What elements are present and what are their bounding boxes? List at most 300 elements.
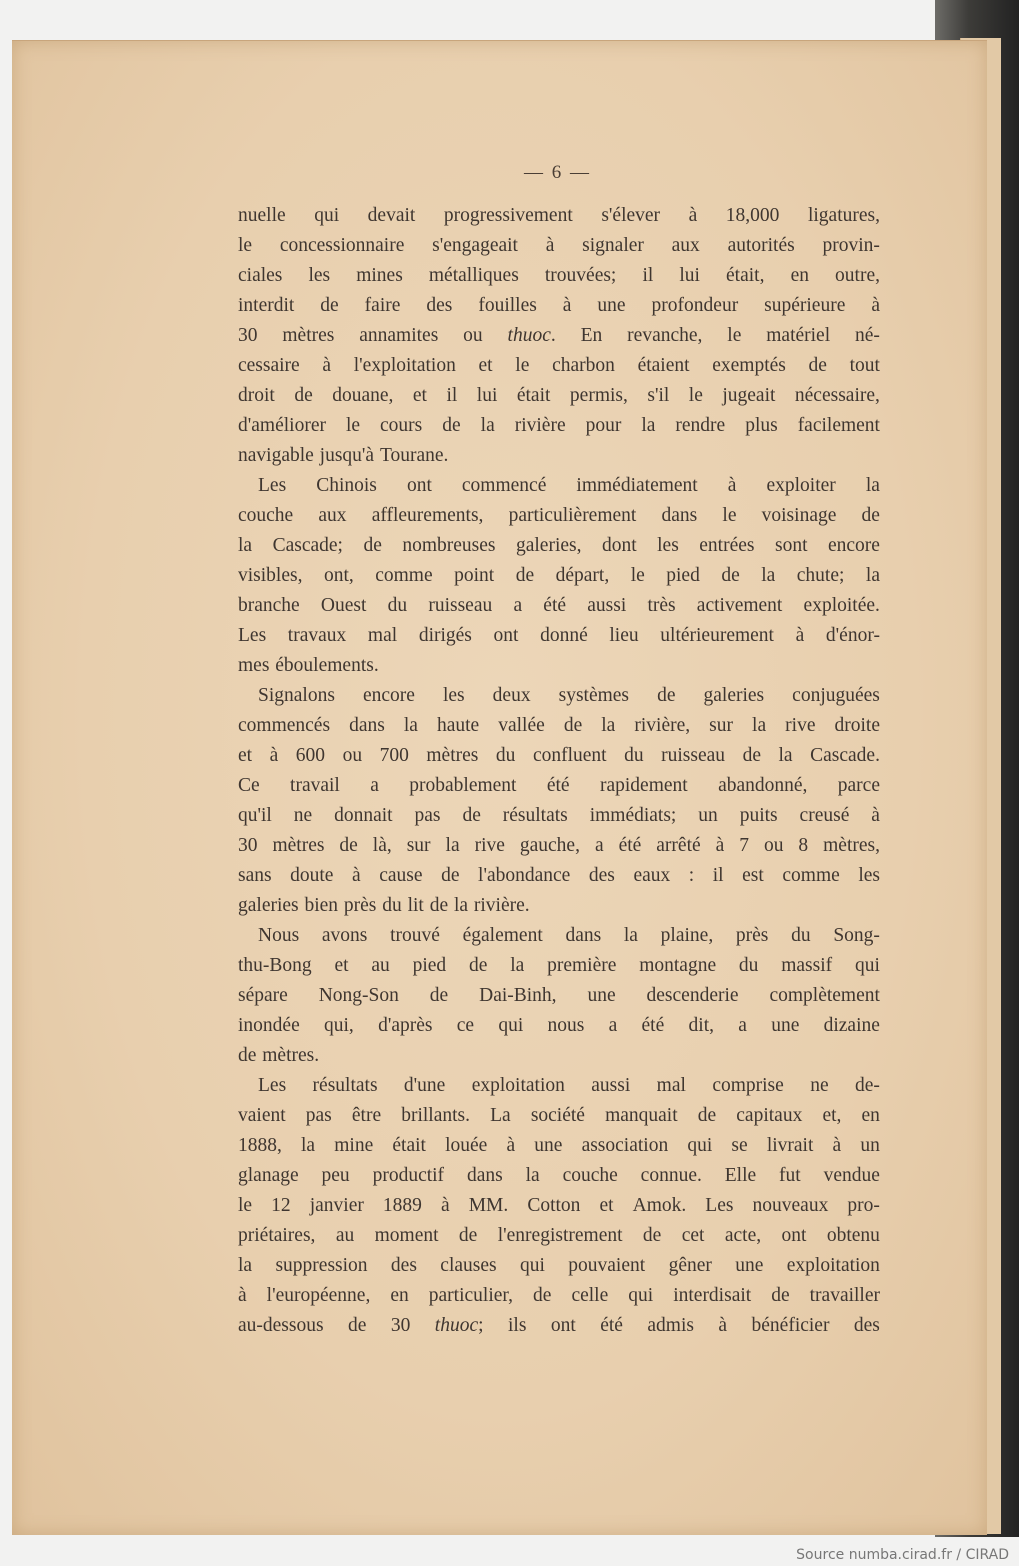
word: inondée bbox=[238, 1015, 300, 1036]
body-text bbox=[238, 201, 880, 1341]
word: rivière bbox=[514, 415, 566, 436]
word: de bbox=[642, 1225, 662, 1246]
word: 18,000 bbox=[725, 205, 780, 226]
word: d'après bbox=[378, 1015, 433, 1036]
word: abandonné, bbox=[718, 775, 808, 796]
word: haute bbox=[436, 715, 480, 736]
word: acte, bbox=[724, 1225, 762, 1246]
word: cessaire bbox=[238, 355, 300, 376]
word: les bbox=[442, 685, 465, 706]
word: la bbox=[453, 895, 469, 916]
text-line bbox=[238, 1311, 880, 1341]
word: cours bbox=[380, 415, 423, 436]
word: affleurements, bbox=[371, 505, 484, 526]
word: ce bbox=[456, 1015, 475, 1036]
word: annamites bbox=[359, 325, 439, 346]
word: de bbox=[861, 505, 880, 526]
word: mes bbox=[238, 655, 270, 676]
word: un bbox=[698, 805, 718, 826]
word: productif bbox=[372, 1165, 445, 1186]
word: systèmes bbox=[558, 685, 630, 706]
word: des bbox=[588, 865, 615, 886]
text-line bbox=[238, 381, 880, 411]
word: Dai-Binh, bbox=[479, 985, 557, 1006]
word: travailler bbox=[809, 1285, 880, 1306]
word: ciales bbox=[238, 265, 283, 286]
word: exploiter bbox=[766, 475, 836, 496]
text-line bbox=[238, 351, 880, 381]
word: le bbox=[238, 1195, 253, 1216]
word: deux bbox=[492, 685, 531, 706]
word: la bbox=[238, 535, 253, 556]
word: il bbox=[642, 265, 654, 286]
word: En bbox=[580, 325, 603, 346]
word: Chinois bbox=[316, 475, 377, 496]
word: de bbox=[808, 355, 827, 376]
word: doute bbox=[290, 865, 334, 886]
word: 7 bbox=[739, 835, 749, 856]
word: progressivement bbox=[443, 205, 573, 226]
text-line bbox=[238, 741, 880, 771]
word: arrêté bbox=[656, 835, 701, 856]
word: brillants. bbox=[401, 1105, 471, 1126]
word: tout bbox=[849, 355, 880, 376]
scanned-page bbox=[12, 40, 987, 1535]
word: de bbox=[294, 385, 313, 406]
text-line bbox=[238, 801, 880, 831]
text-line bbox=[238, 411, 880, 441]
word: de bbox=[721, 565, 740, 586]
text-line bbox=[238, 981, 880, 1011]
word: de bbox=[515, 565, 535, 586]
word: creusé bbox=[799, 805, 850, 826]
word: : bbox=[688, 865, 695, 886]
word: et bbox=[334, 955, 349, 976]
word: en bbox=[790, 265, 809, 286]
word: douane, bbox=[332, 385, 394, 406]
word: dans bbox=[565, 925, 602, 946]
word: de bbox=[533, 1285, 552, 1306]
word: de bbox=[442, 415, 461, 436]
word: qui, bbox=[324, 1015, 354, 1036]
word: les bbox=[308, 265, 331, 286]
word: interdit bbox=[238, 295, 295, 316]
word: Les bbox=[238, 625, 267, 646]
word: au-dessous bbox=[238, 1315, 324, 1336]
text-line bbox=[238, 441, 880, 471]
word: a bbox=[608, 1015, 618, 1036]
word: 12 bbox=[271, 1195, 291, 1216]
word: mètres. bbox=[262, 1045, 320, 1066]
word: de bbox=[363, 535, 382, 556]
text-line bbox=[238, 861, 880, 891]
word: signaler bbox=[582, 235, 644, 256]
word: eaux bbox=[633, 865, 671, 886]
word: thuoc. bbox=[507, 325, 556, 346]
word: autorités bbox=[727, 235, 795, 256]
word: il bbox=[712, 865, 724, 886]
word: massif bbox=[781, 955, 833, 976]
word: association bbox=[581, 1135, 669, 1156]
word: de bbox=[462, 805, 481, 826]
text-line bbox=[238, 891, 880, 921]
word: descenderie bbox=[646, 985, 739, 1006]
word: la bbox=[510, 955, 525, 976]
word: dont bbox=[601, 535, 637, 556]
word: à bbox=[352, 865, 361, 886]
text-line bbox=[238, 1221, 880, 1251]
word: interdisait bbox=[673, 1285, 752, 1306]
word: confluent bbox=[532, 745, 607, 766]
text-line bbox=[238, 1011, 880, 1041]
word: était, bbox=[726, 265, 765, 286]
word: Ouest bbox=[320, 595, 367, 616]
word: provin- bbox=[822, 235, 880, 256]
word: outre, bbox=[835, 265, 880, 286]
word: branche bbox=[238, 595, 300, 616]
word: ultérieurement bbox=[660, 625, 774, 646]
word: ils bbox=[507, 1315, 527, 1336]
word: plaine, bbox=[660, 925, 714, 946]
word: la bbox=[238, 1255, 253, 1276]
word: matériel bbox=[766, 325, 831, 346]
word: Cascade; bbox=[272, 535, 343, 556]
word: ont bbox=[781, 1225, 807, 1246]
word: priétaires, bbox=[238, 1225, 316, 1246]
text-line bbox=[238, 951, 880, 981]
word: avons bbox=[321, 925, 368, 946]
word: à bbox=[440, 1195, 450, 1216]
word: 30 bbox=[238, 325, 258, 346]
text-line bbox=[238, 771, 880, 801]
word: MM. bbox=[468, 1195, 509, 1216]
text-line bbox=[238, 1101, 880, 1131]
word: livrait bbox=[766, 1135, 814, 1156]
source-credit: Source numba.cirad.fr / CIRAD bbox=[796, 1547, 1009, 1563]
word: étaient bbox=[637, 355, 690, 376]
word: probablement bbox=[409, 775, 517, 796]
word: sur bbox=[406, 835, 431, 856]
word: comme bbox=[375, 565, 433, 586]
text-line bbox=[238, 501, 880, 531]
word: en bbox=[390, 1285, 409, 1306]
text-line bbox=[238, 471, 880, 501]
word: pied bbox=[412, 955, 447, 976]
text-line bbox=[238, 531, 880, 561]
word: sépare bbox=[238, 985, 288, 1006]
word: éboulements. bbox=[275, 655, 379, 676]
word: d'énor- bbox=[825, 625, 880, 646]
word: de bbox=[468, 955, 488, 976]
word: faire bbox=[364, 295, 401, 316]
word: été bbox=[618, 835, 642, 856]
word: là, bbox=[372, 835, 392, 856]
word: la bbox=[752, 715, 767, 736]
paragraph bbox=[238, 681, 880, 921]
word: commencés bbox=[238, 715, 331, 736]
word: l'européenne, bbox=[266, 1285, 371, 1306]
word: nuelle bbox=[238, 205, 286, 226]
word: métalliques bbox=[428, 265, 519, 286]
text-line bbox=[238, 321, 880, 351]
word: sont bbox=[774, 535, 808, 556]
word: vallée bbox=[498, 715, 545, 736]
word: qui bbox=[519, 1255, 545, 1276]
word: d'une bbox=[403, 1075, 446, 1096]
word: dizaine bbox=[823, 1015, 880, 1036]
word: la bbox=[301, 1135, 316, 1156]
word: permis, bbox=[569, 385, 628, 406]
word: qui bbox=[314, 205, 340, 226]
word: à bbox=[832, 1135, 842, 1156]
word: qui bbox=[628, 1285, 654, 1306]
word: qui bbox=[854, 955, 880, 976]
word: le bbox=[727, 325, 742, 346]
word: 30 bbox=[390, 1315, 411, 1336]
word: près bbox=[735, 925, 769, 946]
word: aussi bbox=[587, 595, 627, 616]
word: de bbox=[563, 715, 583, 736]
word: de bbox=[320, 295, 339, 316]
word: rive bbox=[785, 715, 816, 736]
word: une bbox=[771, 1015, 800, 1036]
word: été bbox=[600, 1315, 623, 1336]
word: particulier, bbox=[428, 1285, 513, 1306]
word: la bbox=[865, 475, 880, 496]
word: ont, bbox=[323, 565, 354, 586]
word: puits bbox=[739, 805, 778, 826]
word: rivière, bbox=[634, 715, 691, 736]
word: commencé bbox=[461, 475, 547, 496]
word: de bbox=[441, 865, 460, 886]
word: janvier bbox=[309, 1195, 364, 1216]
word: à bbox=[269, 745, 279, 766]
word: fut bbox=[779, 1165, 801, 1186]
word: de bbox=[429, 985, 449, 1006]
word: ruisseau bbox=[428, 595, 493, 616]
word: chute; bbox=[796, 565, 845, 586]
word: la bbox=[623, 925, 638, 946]
word: rendre bbox=[675, 415, 726, 436]
word: Les bbox=[258, 475, 287, 496]
word: 600 bbox=[295, 745, 326, 766]
word: suppression bbox=[275, 1255, 368, 1276]
word: la bbox=[445, 835, 460, 856]
word: Les bbox=[258, 1075, 287, 1096]
word: à bbox=[871, 295, 880, 316]
word: parce bbox=[837, 775, 880, 796]
word: première bbox=[547, 955, 617, 976]
word: exploitée. bbox=[803, 595, 880, 616]
word: gauche, bbox=[519, 835, 580, 856]
word: galeries bbox=[703, 685, 765, 706]
word: également bbox=[462, 925, 543, 946]
text-line bbox=[238, 201, 880, 231]
word: sans bbox=[238, 865, 272, 886]
word: capitaux bbox=[736, 1105, 803, 1126]
word: qu'il bbox=[238, 805, 272, 826]
word: comme bbox=[782, 865, 840, 886]
word: la bbox=[778, 745, 793, 766]
word: ont bbox=[406, 475, 432, 496]
word: du bbox=[382, 895, 402, 916]
word: Tourane. bbox=[379, 445, 449, 466]
word: vaient bbox=[238, 1105, 286, 1126]
word: rapidement bbox=[599, 775, 688, 796]
word: des bbox=[853, 1315, 880, 1336]
word: et bbox=[238, 745, 253, 766]
word: le bbox=[722, 505, 737, 526]
paragraph bbox=[238, 1071, 880, 1341]
word: à bbox=[506, 1135, 516, 1156]
word: exploitation bbox=[471, 1075, 565, 1096]
word: à bbox=[562, 295, 572, 316]
word: du bbox=[738, 955, 759, 976]
word: couche bbox=[238, 505, 294, 526]
word: pied bbox=[666, 565, 700, 586]
text-line bbox=[238, 831, 880, 861]
word: résultats bbox=[312, 1075, 378, 1096]
word: droit bbox=[238, 385, 275, 406]
text-line bbox=[238, 1191, 880, 1221]
word: de bbox=[697, 1105, 717, 1126]
word: se bbox=[731, 1135, 748, 1156]
word: d'améliorer bbox=[238, 415, 326, 436]
word: Ce bbox=[238, 775, 260, 796]
word: nécessaire, bbox=[794, 385, 880, 406]
word: concessionnaire bbox=[279, 235, 405, 256]
word: un bbox=[860, 1135, 880, 1156]
word: complètement bbox=[769, 985, 880, 1006]
word: pouvaient bbox=[568, 1255, 646, 1276]
text-line bbox=[238, 1041, 880, 1071]
word: conjuguées bbox=[792, 685, 880, 706]
word: nombreuses bbox=[402, 535, 496, 556]
word: la bbox=[761, 565, 776, 586]
word: près bbox=[343, 895, 377, 916]
word: mines bbox=[356, 265, 403, 286]
word: ont bbox=[493, 625, 519, 646]
word: une bbox=[735, 1255, 764, 1276]
word: entrées bbox=[699, 535, 755, 556]
word: était bbox=[392, 1135, 426, 1156]
word: particulièrement bbox=[508, 505, 637, 526]
word: montagne bbox=[639, 955, 717, 976]
word: mètres bbox=[426, 745, 479, 766]
word: des bbox=[426, 295, 453, 316]
word: Amok. bbox=[632, 1195, 687, 1216]
word: lui bbox=[679, 265, 700, 286]
word: l'enregistrement bbox=[497, 1225, 623, 1246]
word: la bbox=[641, 415, 656, 436]
text-line bbox=[238, 621, 880, 651]
word: 8 bbox=[798, 835, 809, 856]
word: à bbox=[715, 835, 725, 856]
word: clauses bbox=[440, 1255, 497, 1276]
word: s'engageait bbox=[432, 235, 518, 256]
word: vendue bbox=[823, 1165, 880, 1186]
word: été bbox=[546, 775, 570, 796]
word: et, bbox=[822, 1105, 842, 1126]
word: la bbox=[865, 565, 880, 586]
word: aux bbox=[671, 235, 700, 256]
word: Cascade. bbox=[810, 745, 880, 766]
word: devait bbox=[367, 205, 416, 226]
word: le bbox=[238, 235, 253, 256]
word: pour bbox=[585, 415, 622, 436]
word: profondeur bbox=[651, 295, 739, 316]
word: de bbox=[348, 1315, 367, 1336]
word: cause bbox=[379, 865, 423, 886]
word: ou bbox=[763, 835, 784, 856]
word: activement bbox=[696, 595, 783, 616]
paragraph bbox=[238, 921, 880, 1071]
word: fouilles bbox=[478, 295, 537, 316]
word: à bbox=[545, 235, 555, 256]
word: les bbox=[858, 865, 880, 886]
word: a bbox=[370, 775, 379, 796]
page-number: — 6 — bbox=[524, 162, 591, 183]
word: nous bbox=[547, 1015, 585, 1036]
word: il bbox=[446, 385, 458, 406]
word: point bbox=[454, 565, 495, 586]
word: Elle bbox=[724, 1165, 757, 1186]
word: est bbox=[742, 865, 764, 886]
word: dans bbox=[466, 1165, 503, 1186]
word: la bbox=[403, 715, 418, 736]
word: à bbox=[871, 805, 880, 826]
word: mal bbox=[656, 1075, 686, 1096]
word: comprise bbox=[712, 1075, 784, 1096]
text-line bbox=[238, 1131, 880, 1161]
word: été bbox=[641, 1015, 665, 1036]
word: aussi bbox=[591, 1075, 631, 1096]
word: de bbox=[657, 685, 676, 706]
text-line bbox=[238, 261, 880, 291]
word: donnait bbox=[334, 805, 393, 826]
word: thuoc; bbox=[434, 1315, 484, 1336]
word: thu-Bong bbox=[238, 955, 312, 976]
text-line bbox=[238, 291, 880, 321]
word: encore bbox=[362, 685, 415, 706]
word: navigable bbox=[238, 445, 314, 466]
word: s'il bbox=[647, 385, 670, 406]
word: le bbox=[688, 385, 703, 406]
word: de bbox=[339, 835, 358, 856]
word: supérieure bbox=[764, 295, 846, 316]
text-line bbox=[238, 231, 880, 261]
word: à bbox=[688, 205, 698, 226]
word: dans bbox=[349, 715, 385, 736]
word: rivière. bbox=[473, 895, 530, 916]
word: à bbox=[727, 475, 737, 496]
word: mètres, bbox=[823, 835, 880, 856]
word: dirigés bbox=[418, 625, 472, 646]
word: pas bbox=[305, 1105, 332, 1126]
word: le bbox=[630, 565, 645, 586]
word: lieu bbox=[609, 625, 639, 646]
word: de bbox=[429, 895, 449, 916]
word: qui bbox=[498, 1015, 524, 1036]
word: 30 bbox=[238, 835, 258, 856]
word: en bbox=[861, 1105, 880, 1126]
word: du bbox=[791, 925, 811, 946]
word: mine bbox=[334, 1135, 374, 1156]
word: du bbox=[624, 745, 644, 766]
word: 1888, bbox=[238, 1135, 282, 1156]
word: du bbox=[387, 595, 408, 616]
word: été bbox=[543, 595, 567, 616]
